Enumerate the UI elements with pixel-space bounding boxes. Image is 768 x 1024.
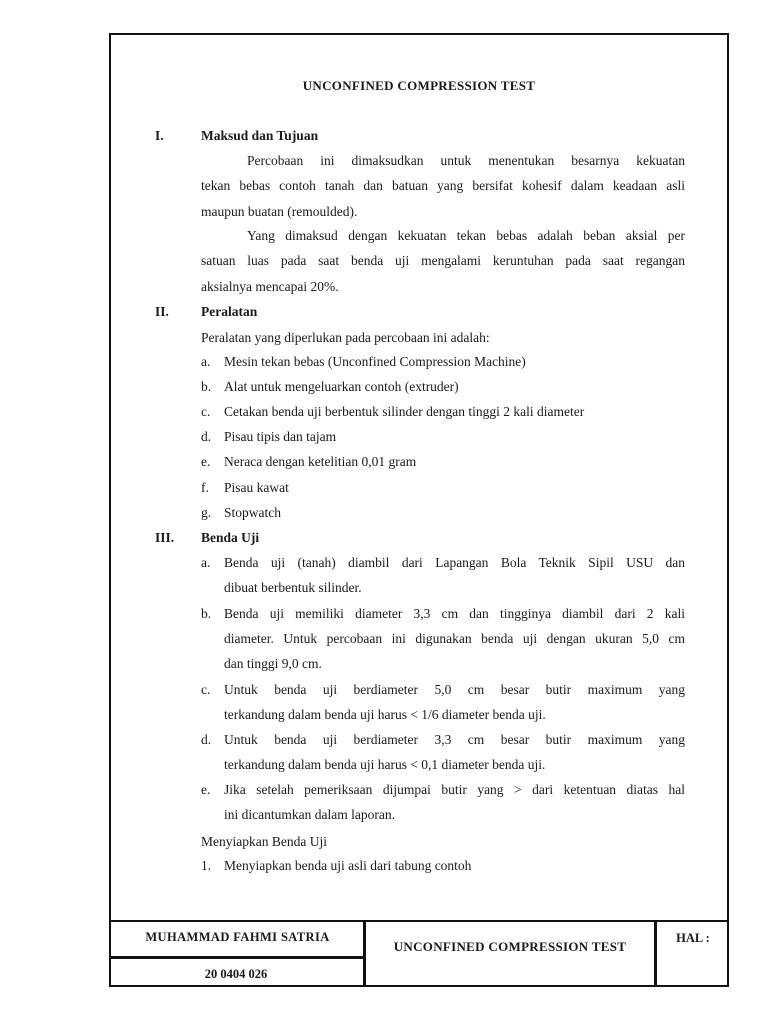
list-marker: c. <box>201 682 211 697</box>
section-number: II. <box>155 304 169 319</box>
paragraph-line: Percobaan ini dimaksudkan untuk menentukan besarnya kekuatan <box>247 153 685 168</box>
list-item: Pisau kawat <box>224 480 289 495</box>
footer-page-cell <box>657 920 729 987</box>
list-marker: a. <box>201 354 211 369</box>
list-item-line: Jika setelah pemeriksaan dijumpai butir yang > dari ketentuan diatas hal <box>224 782 685 797</box>
list-marker: c. <box>201 404 211 419</box>
list-item-line: Untuk benda uji berdiameter 5,0 cm besar butir maximum yang <box>224 682 685 697</box>
list-item-line: diameter. Untuk percobaan ini digunakan benda uji dengan ukuran 5,0 cm <box>224 631 685 646</box>
footer-nim-cell <box>109 956 366 987</box>
list-marker: d. <box>201 429 212 444</box>
list-item-line: dan tinggi 9,0 cm. <box>224 656 322 671</box>
section-number: III. <box>155 530 175 545</box>
list-marker: e. <box>201 454 211 469</box>
section-heading: Benda Uji <box>201 530 260 545</box>
sub-heading: Menyiapkan Benda Uji <box>201 834 327 849</box>
list-marker: a. <box>201 555 211 570</box>
list-item: Alat untuk mengeluarkan contoh (extruder) <box>224 379 459 394</box>
list-marker: g. <box>201 505 212 520</box>
list-item-line: Benda uji memiliki diameter 3,3 cm dan tingginya diambil dari 2 kali <box>224 606 685 621</box>
list-item: Cetakan benda uji berbentuk silinder dengan tinggi 2 kali diameter <box>224 404 585 419</box>
paragraph-line: maupun buatan (remoulded). <box>201 204 358 219</box>
section-heading: Peralatan <box>201 304 258 319</box>
footer-name-cell <box>109 920 366 956</box>
section-heading: Maksud dan Tujuan <box>201 128 319 143</box>
footer-title-cell <box>366 920 657 987</box>
page-label: HAL : <box>676 931 710 945</box>
section-number: I. <box>155 128 164 143</box>
student-id: 20 0404 026 <box>204 967 268 981</box>
paragraph-line: tekan bebas contoh tanah dan batuan yang bersifat kohesif dalam keadaan asli <box>201 178 685 193</box>
author-name: MUHAMMAD FAHMI SATRIA <box>145 930 330 944</box>
list-marker: d. <box>201 732 212 747</box>
list-item: Pisau tipis dan tajam <box>224 429 337 444</box>
list-item-line: terkandung dalam benda uji harus < 0,1 diameter benda uji. <box>224 757 546 772</box>
step-marker: 1. <box>201 858 212 873</box>
document-title: UNCONFINED COMPRESSION TEST <box>302 78 536 93</box>
list-marker: b. <box>201 379 212 394</box>
list-item-line: Benda uji (tanah) diambil dari Lapangan Bola Teknik Sipil USU dan <box>224 555 685 570</box>
list-marker: b. <box>201 606 212 621</box>
list-item: Mesin tekan bebas (Unconfined Compression Machine) <box>224 354 526 369</box>
paragraph-line: aksialnya mencapai 20%. <box>201 279 339 294</box>
list-item: Stopwatch <box>224 505 281 520</box>
paragraph-line: satuan luas pada saat benda uji mengalami keruntuhan pada saat regangan <box>201 253 685 268</box>
list-item-line: dibuat berbentuk silinder. <box>224 580 362 595</box>
list-marker: e. <box>201 782 211 797</box>
step-item: Menyiapkan benda uji asli dari tabung contoh <box>224 858 472 873</box>
list-item-line: ini dicantumkan dalam laporan. <box>224 807 395 822</box>
paragraph-line: Yang dimaksud dengan kekuatan tekan bebas adalah beban aksial per <box>247 228 685 243</box>
list-item-line: terkandung dalam benda uji harus < 1/6 diameter benda uji. <box>224 707 546 722</box>
list-item-line: Untuk benda uji berdiameter 3,3 cm besar butir maximum yang <box>224 732 685 747</box>
list-item: Neraca dengan ketelitian 0,01 gram <box>224 454 417 469</box>
footer-title: UNCONFINED COMPRESSION TEST <box>393 939 627 954</box>
list-marker: f. <box>201 480 209 495</box>
list-intro: Peralatan yang diperlukan pada percobaan ini adalah: <box>201 330 490 345</box>
